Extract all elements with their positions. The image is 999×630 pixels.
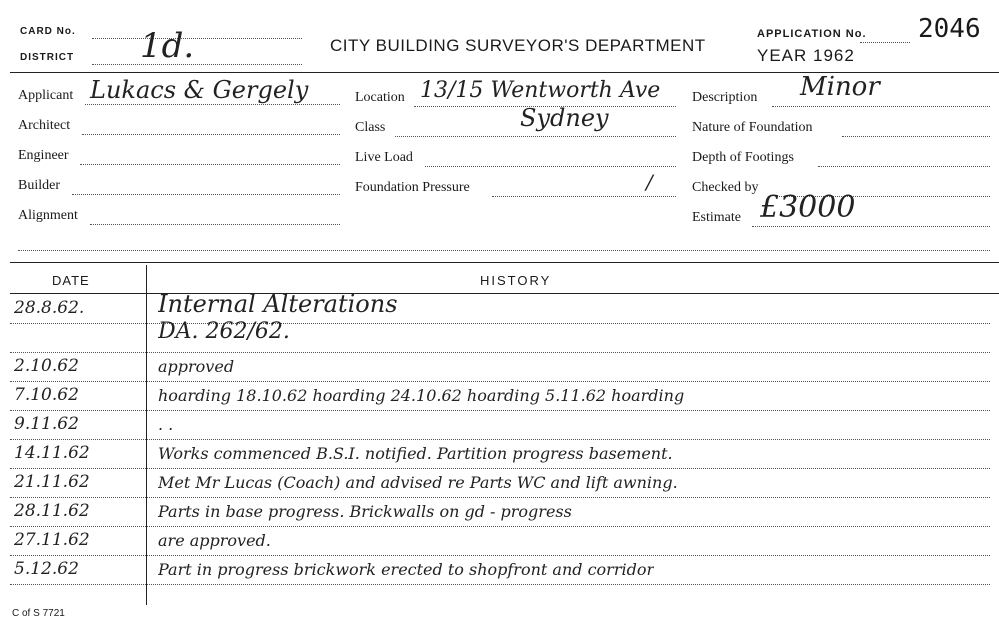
district-value: 1d. <box>140 26 195 66</box>
history-entry: Met Mr Lucas (Coach) and advised re Parts WC and lift awning. <box>158 473 678 492</box>
history-date: 5.12.62 <box>14 559 79 579</box>
year-label: YEAR 1962 <box>757 46 855 65</box>
history-entry: . . <box>158 415 174 434</box>
card-no-label: CARD No. <box>20 26 76 37</box>
fields-bottom-line <box>18 250 990 251</box>
history-entry: are approved. <box>158 531 271 550</box>
row-rule <box>10 526 990 527</box>
history-date: 28.8.62. <box>14 298 85 318</box>
history-entry: Internal Alterations <box>158 290 398 318</box>
estimate-label: Estimate <box>692 210 741 225</box>
page-title: CITY BUILDING SURVEYOR'S DEPARTMENT <box>330 36 706 55</box>
row-rule <box>10 410 990 411</box>
history-date: 9.11.62 <box>14 414 79 434</box>
form-code: C of S 7721 <box>12 608 65 619</box>
history-top-rule <box>10 262 999 263</box>
row-rule <box>10 497 990 498</box>
row-rule <box>10 439 990 440</box>
class-value: Sydney <box>520 104 609 132</box>
row-rule <box>10 555 990 556</box>
row-rule <box>10 381 990 382</box>
history-date: 14.11.62 <box>14 443 90 463</box>
builder-line <box>72 194 340 195</box>
application-number: 2046 <box>918 14 981 44</box>
history-entry: Parts in base progress. Brickwalls on gd - progress <box>158 502 572 521</box>
engineer-line <box>80 164 340 165</box>
depth-of-footings-label: Depth of Footings <box>692 150 794 165</box>
builder-label: Builder <box>18 178 60 193</box>
history-date: 27.11.62 <box>14 530 90 550</box>
class-line <box>395 136 676 137</box>
date-column-divider <box>146 265 147 605</box>
applicant-label: Applicant <box>18 88 74 103</box>
foundation-pressure-label: Foundation Pressure <box>355 180 470 195</box>
nature-of-foundation-label: Nature of Foundation <box>692 120 813 135</box>
live-load-label: Live Load <box>355 150 413 165</box>
live-load-line <box>425 166 676 167</box>
location-value: 13/15 Wentworth Ave <box>420 78 661 103</box>
engineer-label: Engineer <box>18 148 69 163</box>
history-date: 2.10.62 <box>14 356 79 376</box>
foundation-pressure-value: / <box>646 170 653 194</box>
foundation-pressure-line <box>492 196 676 197</box>
estimate-value: £3000 <box>760 190 856 225</box>
district-label: DISTRICT <box>20 52 75 63</box>
date-column-header: DATE <box>52 273 90 288</box>
estimate-line <box>752 226 990 227</box>
checked-by-label: Checked by <box>692 180 759 195</box>
class-label: Class <box>355 120 386 135</box>
history-entry: hoarding 18.10.62 hoarding 24.10.62 hoarding 5.11.62 hoarding <box>158 386 685 405</box>
card-no-line <box>92 38 302 39</box>
history-entry: DA. 262/62. <box>158 319 290 344</box>
application-label: APPLICATION No. <box>757 28 867 40</box>
history-entry: Works commenced B.S.I. notified. Partition progress basement. <box>158 444 673 463</box>
location-label: Location <box>355 90 405 105</box>
history-date: 28.11.62 <box>14 501 90 521</box>
description-label: Description <box>692 90 758 105</box>
applicant-line <box>85 104 340 105</box>
description-value: Minor <box>800 72 880 102</box>
row-rule <box>10 584 990 585</box>
history-entry: Part in progress brickwork erected to shopfront and corridor <box>158 560 655 579</box>
history-date: 7.10.62 <box>14 385 79 405</box>
alignment-line <box>90 224 340 225</box>
district-line <box>92 64 302 65</box>
history-date: 21.11.62 <box>14 472 90 492</box>
row-rule <box>10 468 990 469</box>
nature-of-foundation-line <box>842 136 990 137</box>
row-rule <box>10 323 990 324</box>
history-entry: approved <box>158 357 235 376</box>
architect-line <box>82 134 340 135</box>
description-line <box>772 106 990 107</box>
alignment-label: Alignment <box>18 208 78 223</box>
history-column-header: HISTORY <box>480 273 552 288</box>
application-line <box>860 42 910 43</box>
architect-label: Architect <box>18 118 71 133</box>
applicant-value: Lukacs & Gergely <box>90 76 309 104</box>
row-rule <box>10 352 990 353</box>
depth-of-footings-line <box>818 166 990 167</box>
